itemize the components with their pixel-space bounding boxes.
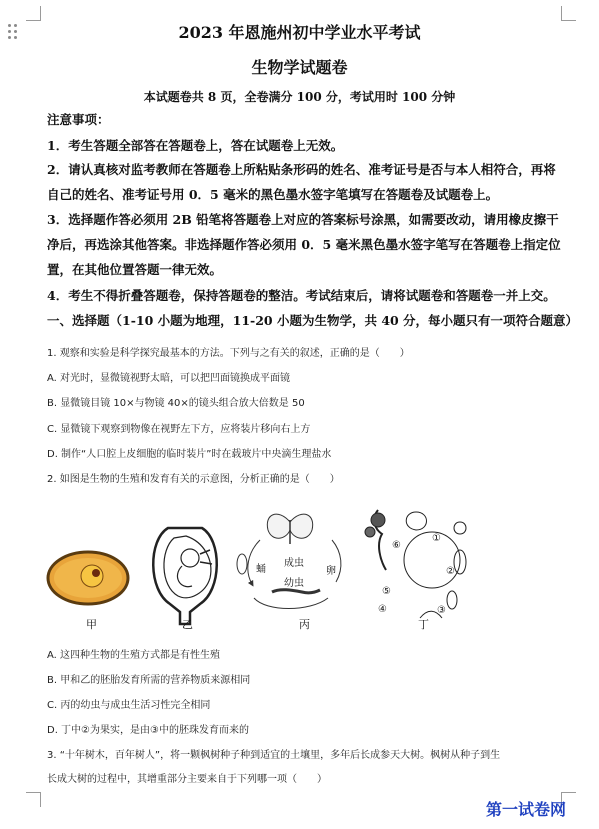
label-yong: 蛹 bbox=[256, 564, 266, 575]
question-2-option-c: C. 丙的幼虫与成虫生活习性完全相同 bbox=[47, 700, 211, 711]
label-youchong: 幼虫 bbox=[284, 578, 304, 589]
watermark-text: 第一试卷网 bbox=[486, 800, 567, 819]
note-line: 3．选择题作答必须用 2B 铅笔将答题卷上对应的答案标号涂黑，如需要改动，请用橡皮擦干 bbox=[47, 212, 559, 227]
exam-subject: 生物学试题卷 bbox=[251, 58, 348, 77]
note-line: 净后，再选涂其他答案。非选择题作答必须用 0．5 毫米黑色墨水签字笔写在答题卷上指定位 bbox=[47, 237, 561, 252]
label-n4: ④ bbox=[378, 604, 387, 615]
label-jia: 甲 bbox=[86, 618, 97, 631]
question-2-option-d: D. 丁中②为果实，是由③中的胚珠发育而来的 bbox=[47, 725, 249, 736]
label-yi: 乙 bbox=[182, 618, 193, 631]
question-2-option-b: B. 甲和乙的胚胎发育所需的营养物质来源相同 bbox=[47, 675, 251, 686]
crop-mark-top-right bbox=[561, 6, 576, 21]
crop-mark-top-left bbox=[26, 6, 41, 21]
question-3-line-1: 3. “十年树木，百年树人”，将一颗枫树种子种到适宜的土壤里，多年后长成参天大树。枫树从种子到生 bbox=[47, 750, 501, 761]
question-1-option-c: C. 显微镜下观察到物像在视野左下方，应将装片移向右上方 bbox=[47, 424, 311, 435]
label-n6: ⑥ bbox=[392, 540, 401, 551]
note-line: 1．考生答题全部答在答题卷上，答在试题卷上无效。 bbox=[47, 138, 344, 153]
exam-title: 2023 年恩施州初中学业水平考试 bbox=[178, 23, 421, 42]
exam-info: 本试题卷共 8 页，全卷满分 100 分，考试用时 100 分钟 bbox=[143, 90, 456, 104]
label-n3: ③ bbox=[437, 605, 446, 616]
label-n2: ② bbox=[446, 566, 455, 577]
question-1-option-b: B. 显微镜目镜 10×与物镜 40×的镜头组合放大倍数是 50 bbox=[47, 398, 305, 409]
label-n5: ⑤ bbox=[382, 586, 391, 597]
question-2-stem: 2. 如图是生物的生殖和发育有关的示意图，分析正确的是（ ） bbox=[47, 474, 340, 485]
note-line: 自己的姓名、准考证号用 0．5 毫米的黑色墨水签字笔填写在答题卷及试题卷上。 bbox=[47, 187, 499, 202]
plant-lifecycle bbox=[365, 510, 466, 618]
crop-mark-bottom-left bbox=[26, 792, 41, 807]
reproduction-figure bbox=[40, 500, 550, 635]
label-ding: 丁 bbox=[418, 618, 429, 631]
note-line: 4．考生不得折叠答题卷，保持答题卷的整洁。考试结束后，请将试题卷和答题卷一并上交。 bbox=[47, 288, 556, 303]
note-line: 2．请认真核对监考教师在答题卷上所粘贴条形码的姓名、准考证号是否与本人相符合，再将 bbox=[47, 162, 556, 177]
label-luan: 卵 bbox=[326, 566, 336, 577]
question-3-line-2: 长成大树的过程中，其增重部分主要来自于下列哪一项（ ） bbox=[47, 774, 327, 785]
note-line: 置，在其他位置答题一律无效。 bbox=[47, 262, 223, 277]
label-bing: 丙 bbox=[299, 618, 310, 631]
question-1-option-a: A. 对光时，显微镜视野太暗，可以把凹面镜换成平面镜 bbox=[47, 373, 291, 384]
label-chengchong: 成虫 bbox=[284, 558, 304, 569]
question-2-option-a: A. 这四种生物的生殖方式都是有性生殖 bbox=[47, 650, 221, 661]
fetus-illustration bbox=[153, 528, 217, 624]
question-1-stem: 1. 观察和实验是科学探究最基本的方法。下列与之有关的叙述，正确的是（ ） bbox=[47, 348, 410, 359]
notes-heading: 注意事项： bbox=[47, 112, 110, 127]
label-n1: ① bbox=[432, 533, 441, 544]
egg-illustration bbox=[48, 552, 128, 604]
question-1-option-d: D. 制作“人口腔上皮细胞的临时装片”时在载玻片中央滴生理盐水 bbox=[47, 449, 332, 460]
section-heading: 一、选择题（1-10 小题为地理，11-20 小题为生物学，共 40 分，每小题只有一项符合题意） bbox=[47, 313, 579, 328]
